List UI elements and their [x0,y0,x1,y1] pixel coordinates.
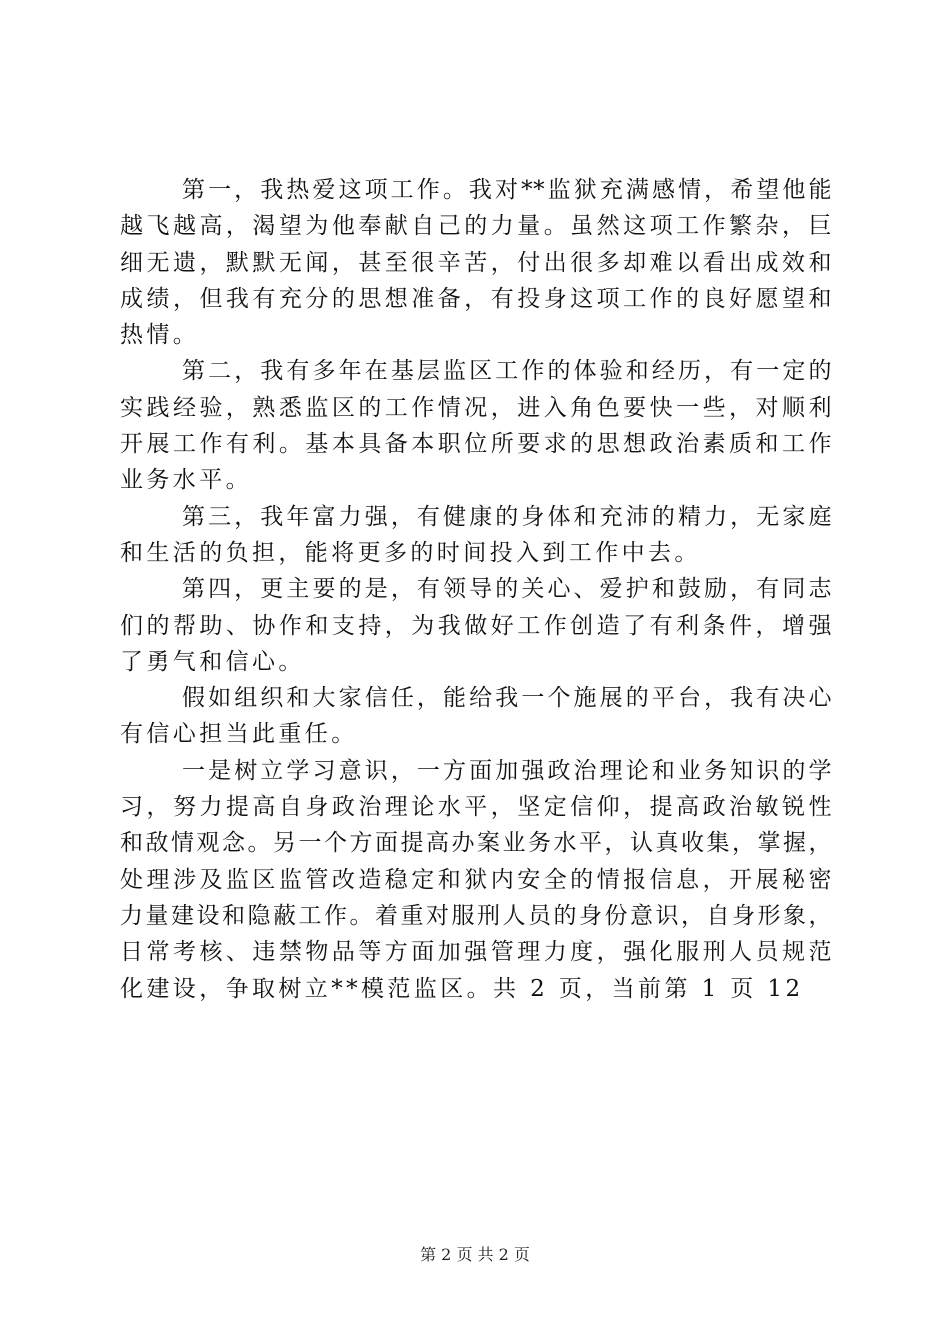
paragraph-line: 热情。 [120,322,200,349]
paragraph-line: 一是树立学习意识，一方面加强政治理论和业务知识的学 [182,757,832,784]
paragraph-line: 化建设，争取树立**模范监区。共 2 页，当前第 1 页 12 [120,975,804,1002]
paragraph-line: 业务水平。 [120,467,252,494]
paragraph [120,753,832,1007]
paragraph-line: 成绩，但我有充分的思想准备，有投身这项工作的良好愿望和 [120,285,832,312]
paragraph-line: 们的帮助、协作和支持，为我做好工作创造了有利条件，增强 [120,612,832,639]
paragraph [120,571,832,680]
paragraph-line: 有信心担当此重任。 [120,721,358,748]
paragraph-line: 处理涉及监区监管改造稳定和狱内安全的情报信息，开展秘密 [120,866,832,893]
paragraph-line: 细无遗，默默无闻，甚至很辛苦，付出很多却难以看出成效和 [120,249,832,276]
paragraph-line: 假如组织和大家信任，能给我一个施展的平台，我有决心 [182,685,832,712]
paragraph [120,499,832,572]
paragraph [120,353,832,498]
paragraph-line: 第四，更主要的是，有领导的关心、爱护和鼓励，有同志 [182,576,832,603]
paragraph-line: 第三，我年富力强，有健康的身体和充沛的精力，无家庭 [182,503,832,530]
paragraph-line: 习，努力提高自身政治理论水平，坚定信仰，提高政治敏锐性 [120,794,832,821]
paragraph-line: 第二，我有多年在基层监区工作的体验和经历，有一定的 [182,358,832,385]
paragraph [120,680,832,753]
paragraph-line: 越飞越高，渴望为他奉献自己的力量。虽然这项工作繁杂，巨 [120,213,832,240]
paragraph [120,172,832,353]
paragraph-line: 和生活的负担，能将更多的时间投入到工作中去。 [120,539,701,566]
page-footer: 第 2 页 共 2 页 [420,1245,530,1264]
paragraph-line: 第一，我热爱这项工作。我对**监狱充满感情，希望他能 [182,177,832,203]
paragraph-line: 和敌情观念。另一个方面提高办案业务水平，认真收集，掌握， [120,830,832,857]
paragraph-line: 了勇气和信心。 [120,648,305,675]
paragraph-line: 日常考核、违禁物品等方面加强管理力度，强化服刑人员规范 [120,939,832,966]
document-body [120,172,832,1007]
paragraph-line: 实践经验，熟悉监区的工作情况，进入角色要快一些，对顺利 [120,394,832,421]
paragraph-line: 开展工作有利。基本具备本职位所要求的思想政治素质和工作 [120,431,832,458]
paragraph-line: 力量建设和隐蔽工作。着重对服刑人员的身份意识，自身形象， [120,902,832,929]
